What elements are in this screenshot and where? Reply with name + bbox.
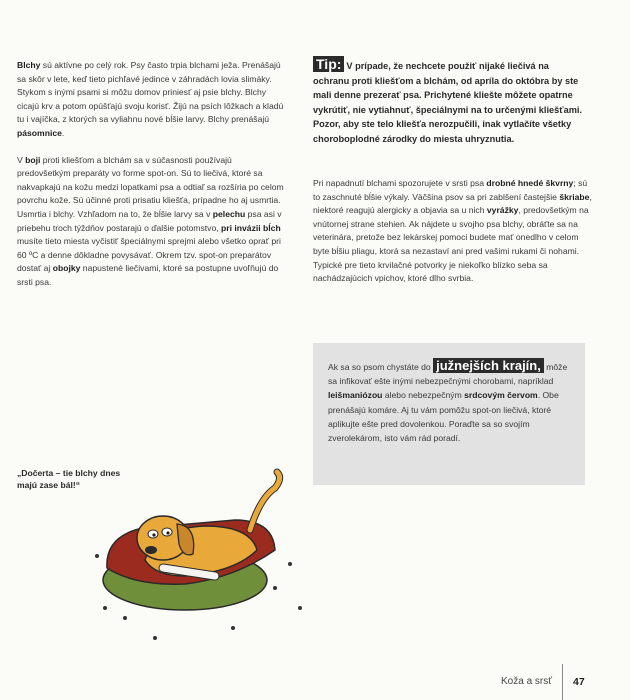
text-run: , predovšetkým na vnútornej strane stehien. Ak nájdete u svojho psa blchy, obráťte sa na veterinára, pretože bez lekárskej pomoci budete mať onedlho v celom byte bĺšiu pliagu, ktorá sa nezastaví ani pred vašimi rukami či nohami. Typické pre tieto krvilačné potvorky je niekoľko blízko seba sa nachádzajúcich vpichov, ktoré dlho svrbia. [313,205,589,284]
text-run: musíte tieto miesta vyčistiť špeciálnymi sprejmi alebo všetko oprať pri 60 ºC a denne dôkladne povysávať. Okrem tzv. spot-on preparátov dostať aj [17,236,281,274]
travel-info-box [313,343,585,485]
text-run: sú aktívne po celý rok. Psy často trpia blchami ježa. Prenášajú sa skôr v lete, keď tieto pichľavé jedince v záhradách lovia slimáky. Stykom s inými psami si môžu domov priniesť aj psie blchy. Blchy cicajú krv a potom opúšťajú svoju korisť. Žijú na psích lôžkach a kladú tu i vajíčka, z ktorých sa vyliahnu nové bĺšie larvy. Blchy prenášajú [17,60,284,125]
illustration-caption: „Dočerta – tie blchy dnes majú zase bál!“ [17,468,121,490]
text-run: V [17,154,26,165]
footer-divider [562,664,563,700]
highlight-text: južnejších krajín, [433,358,544,373]
text-run: môže sa infikovať ešte inými nebezpečnými chorobami, napríklad [328,362,568,387]
tip-badge: Tip: [313,56,344,72]
text-run: Pri napadnutí blchami spozorujete v srsti psa [313,178,487,188]
page-number: 47 [573,676,585,688]
dog-on-cushion-illustration [85,468,315,648]
bold-term: boji [25,154,41,165]
bold-term: srdcovým červom [464,390,538,401]
section-title: Koža a srsť [501,676,552,687]
bold-term: vyrážky [486,205,519,216]
text-run: . Obe prenášajú komáre. Aj tu vám pomôžu spot-on liečivá, ktoré aplikujte ešte pred dovolenkou. Poraďte sa so svojím zverolekárom, isto vám rád poradí. [328,390,559,444]
bold-term: pásomnice [17,127,62,138]
text-run: , niektoré reagujú alergicky a objavia sa u nich [313,191,592,216]
symptoms-paragraph [313,177,595,286]
fleas-paragraph [17,59,287,141]
bold-term: leišmaniózou [328,390,383,401]
bold-term: Blchy [17,60,41,70]
left-column [17,59,287,290]
bold-term: drobné hnedé škvrny [486,178,574,188]
bold-term: pelechu [212,208,246,219]
travel-info-text [328,359,578,445]
bold-term: pri invázii bĺch [221,222,281,233]
tip-text: V prípade, že nechcete použiť nijaké liečivá na ochranu proti kliešťom a blchám, od apríla do októbra by ste mali denne prezerať psa. Prichytené kliešte môžete opatrne vykrútiť, nie vytiahnuť, špeciálnymi na to určenými kliešťami. Pozor, aby ste telo kliešťa nerozpučili, inak vytlačíte všetky choroboplodné zárodky do miesta uhryznutia. [313,61,583,144]
text-run: Ak sa so psom chystáte do [328,362,434,372]
text-run: alebo nebezpečným [382,390,465,401]
tip-block [313,57,585,146]
treatment-paragraph [17,154,287,290]
text-run: . [61,127,65,138]
text-run: proti kliešťom a blchám sa v súčasnosti používajú predovšetkým preparáty vo forme spot-on. Sú to liečivá, ktoré sa nakvapkajú na kožu medzi lopatkami psa a odtiaľ sa rozšíria po celom povrchu kože. Sú účinné proti prisatiu kliešťa, prípadne ho aj usmrtia. Usmrtia i blchy. Vzhľadom na to, že bĺšie larvy sa v [17,154,284,219]
text-run: psa asi v priebehu troch týždňov postarajú o ďalšie potomstvo, [17,208,282,233]
bold-term: škriabe [559,191,590,202]
text-run: ; sú to zaschnuté bĺšie výkaly. Väčšina psov sa pri zablšení častejšie [313,178,588,202]
dog-nose [145,546,157,554]
bold-term: obojky [52,263,81,274]
text-run: napustené liečivami, ktoré sa postupne uvoľňujú do srsti psa. [17,263,279,287]
right-column [313,177,595,286]
